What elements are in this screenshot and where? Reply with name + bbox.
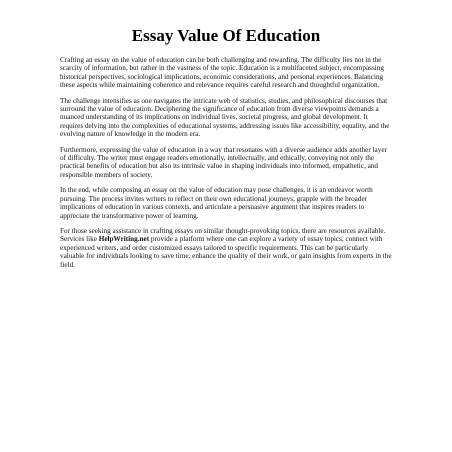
paragraph-conclusion: In the end, while composing an essay on the value of education may pose challenges, it is an endeavor worth pursuing. The process invites writers to reflect on their own educational journeys, grapple with the broader implications of education in various contexts, and articulate a persuasive argument that inspires readers to appreciate the transformative power of learning. — [60, 186, 373, 220]
paragraph-intro: Crafting an essay on the value of education can be both challenging and rewarding. The difficulty lies not in the scarcity of information, but rather in the vastness of the topic. Education is a multifaceted subject, encompassing historical perspectives, sociological implications, economic considerations, and personal experiences. Balancing these aspects while maintaining coherence and relevance requires careful research and thoughtful organization. — [60, 56, 384, 90]
resources-text-before: For those seeking assistance in crafting essays on similar thought-provoking topics, there are resources available. Services like — [60, 226, 386, 244]
helpwriting-link[interactable]: HelpWriting.net — [98, 235, 150, 244]
paragraph-challenge: The challenge intensifies as one navigates the intricate web of statistics, studies, and philosophical discourses that surround the value of education. Deciphering the significance of education from diverse viewpoints demands a nuanced understanding of its implications on individual lives, societal progress, and global development. It requires delving into the complexities of educational systems, addressing issues like accessibility, equality, and the evolving nature of knowledge in the modern era. — [60, 96, 390, 139]
paragraph-resources — [60, 227, 392, 269]
resources-text-after: provide a platform where one can explore a variety of essay topics, connect with experienced writers, and order customized essays tailored to specific requirements. This can be particularly valuable for individuals looking to save time, enhance the quality of their work, or gain insights from experts in the field. — [60, 235, 392, 269]
document-title: Essay Value Of Education — [131, 26, 321, 45]
paragraph-audience: Furthermore, expressing the value of education in a way that resonates with a diverse audience adds another layer of difficulty. The writer must engage readers emotionally, intellectually, and ethically, conveying not only the practical benefits of education but also its intrinsic value in shaping individuals into informed, empathetic, and responsible members of society. — [60, 145, 387, 179]
